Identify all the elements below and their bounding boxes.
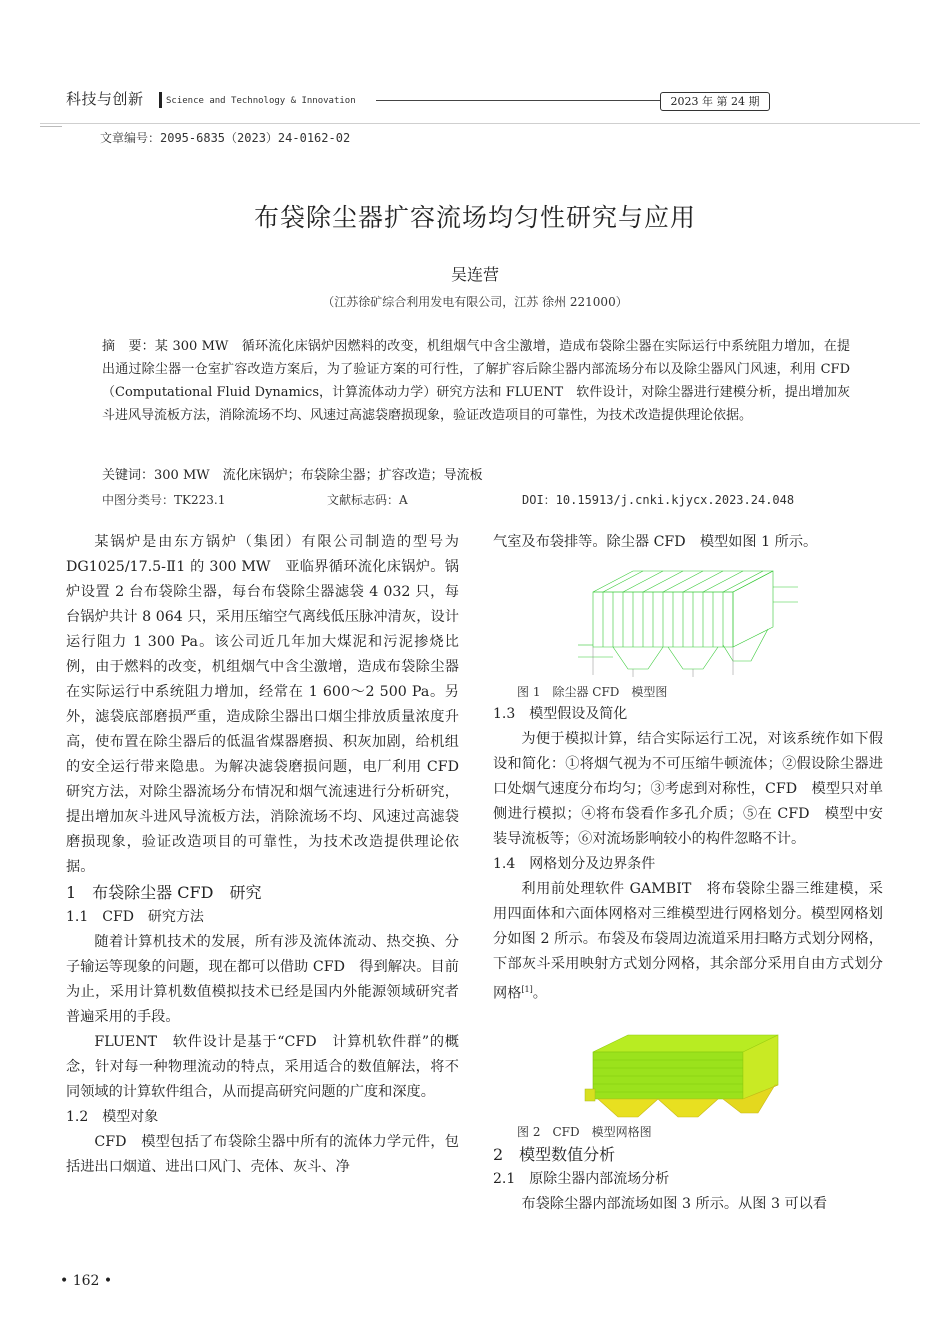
paragraph (493, 877, 883, 1007)
document-code: 文献标志码：A (327, 493, 408, 507)
affiliation: （江苏徐矿综合利用发电有限公司，江苏 徐州 221000） (322, 295, 628, 309)
header-divider (40, 123, 920, 124)
figure-1-caption: 图 1 除尘器 CFD 模型图 (517, 685, 668, 699)
paragraph-text: 利用前处理软件 GAMBIT 将布袋除尘器三维建模，采用四面体和六面体网格对三维模型进行网格划分。模型网格划分如图 2 所示。布袋及布袋周边流道采用扫略方式划分网格，下部灰斗采用映射方式划分网格，其余部分采用自由方式划分网格 (493, 881, 883, 1002)
journal-name: 科技与创新 (66, 90, 144, 108)
right-column (493, 530, 883, 1217)
paragraph: 随着计算机技术的发展，所有涉及流体流动、热交换、分子输运等现象的问题，现在都可以借助 CFD 得到解决。目前为止，采用计算机数值模拟技术已经是国内外能源领域研究者普遍采用的手段。 (66, 934, 459, 1025)
figure-2-caption: 图 2 CFD 模型网格图 (517, 1124, 652, 1139)
doi: DOI：10.15913/j.cnki.kjycx.2023.24.048 (522, 493, 795, 507)
citation: [1] (521, 985, 533, 994)
paper-title: 布袋除尘器扩容流场均匀性研究与应用 (253, 203, 696, 232)
paragraph: FLUENT 软件设计是基于“CFD 计算机软件群”的概念，针对每一种物理流动的特点，采用适合的数值解法，将不同领域的计算软件组合，从而提高研究问题的广度和深度。 (66, 1034, 459, 1100)
journal-name-en: Science and Technology & Innovation (166, 96, 356, 106)
figure-1-cfd-model (573, 557, 803, 682)
page-number: • 162 • (60, 1273, 113, 1289)
article-number: 文章编号：2095-6835（2023）24-0162-02 (100, 131, 351, 145)
paragraph: 气室及布袋排等。除尘器 CFD 模型如图 1 所示。 (493, 534, 818, 550)
left-column (66, 530, 474, 1180)
paragraph-end: 。 (532, 985, 547, 1002)
author: 吴连营 (450, 265, 499, 284)
keywords: 关键词：300 MW 流化床锅炉；布袋除尘器；扩容改造；导流板 (102, 468, 483, 483)
paragraph: 为便于模拟计算，结合实际运行工况，对该系统作如下假设和简化：①将烟气视为不可压缩牛顿流体；②假设除尘器进口处烟气速度分布均匀；③考虑到对称性，CFD 模型只对单侧进行模拟；④将布袋看作多孔介质；⑤在 CFD 模型中安装导流板等；⑥对流场影响较小的构件忽略不计。 (493, 731, 883, 847)
header-rule (376, 100, 661, 101)
subsection-heading: 1.4 网格划分及边界条件 (493, 856, 656, 872)
paragraph: CFD 模型包括了布袋除尘器中所有的流体力学元件，包括进出口烟道、进出口风门、壳体、灰斗、净 (66, 1134, 459, 1175)
subsection-heading: 1.3 模型假设及简化 (493, 706, 628, 722)
header-separator (159, 92, 162, 108)
abstract: 摘 要：某 300 MW 循环流化床锅炉因燃料的改变，机组烟气中含尘激增，造成布袋除尘器在实际运行中系统阻力增加，在提出通过除尘器一仓室扩容改造方案后，为了验证方案的可行性，了解扩容后除尘器内部流场分布以及除尘器风门风速，利用 CFD （Computational Fluid Dynamics，计算流体动力学）研究方法和 FLUENT 软件设计，对除尘器进行建模分析，提出增加灰斗进风导流板方法，消除流场不均、风速过高滤袋磨损现象，验证改造项目的可靠性，为技术改造提供理论依据。 (102, 339, 850, 423)
clc-number: 中图分类号：TK223.1 (102, 493, 226, 507)
section-heading: 2 模型数值分析 (493, 1144, 616, 1164)
subsection-heading: 1.1 CFD 研究方法 (66, 909, 204, 925)
header-divider-short (40, 126, 62, 127)
subsection-heading: 2.1 原除尘器内部流场分析 (493, 1170, 670, 1187)
figure-2-mesh-model (583, 1027, 793, 1122)
section-heading: 1 布袋除尘器 CFD 研究 (66, 883, 262, 902)
subsection-heading: 1.2 模型对象 (66, 1109, 159, 1125)
paragraph: 某锅炉是由东方锅炉（集团）有限公司制造的型号为 DG1025/17.5-Ⅱ1 的 300 MW 亚临界循环流化床锅炉。锅炉设置 2 台布袋除尘器，每台布袋除尘器滤袋 4 032 只，每台锅炉共计 8 064 只，采用压缩空气离线低压脉冲清灰，设计运行阻力 1 300 Pa。该公司近几年加大煤泥和污泥掺烧比例，由于燃料的改变，机组烟气中含尘激增，造成布袋除尘器在实际运行中系统阻力增加，经常在 1 600～2 500 Pa。另外，滤袋底部磨损严重，造成除尘器出口烟尘排放质量浓度升高，使布置在除尘器后的低温省煤器磨损、积灰加剧，给机组的安全运行带来隐患。为解决滤袋磨损问题，电厂利用 CFD 研究方法，对除尘器流场分布情况和烟气流速进行分析研究，提出增加灰斗进风导流板方法，消除流场不均、风速过高滤袋磨损现象，验证改造项目的可靠性，为技术改造提供理论依据。 (66, 534, 474, 875)
paragraph: 布袋除尘器内部流场如图 3 所示。从图 3 可以看 (521, 1195, 828, 1212)
issue-label: 2023 年 第 24 期 (660, 92, 770, 111)
